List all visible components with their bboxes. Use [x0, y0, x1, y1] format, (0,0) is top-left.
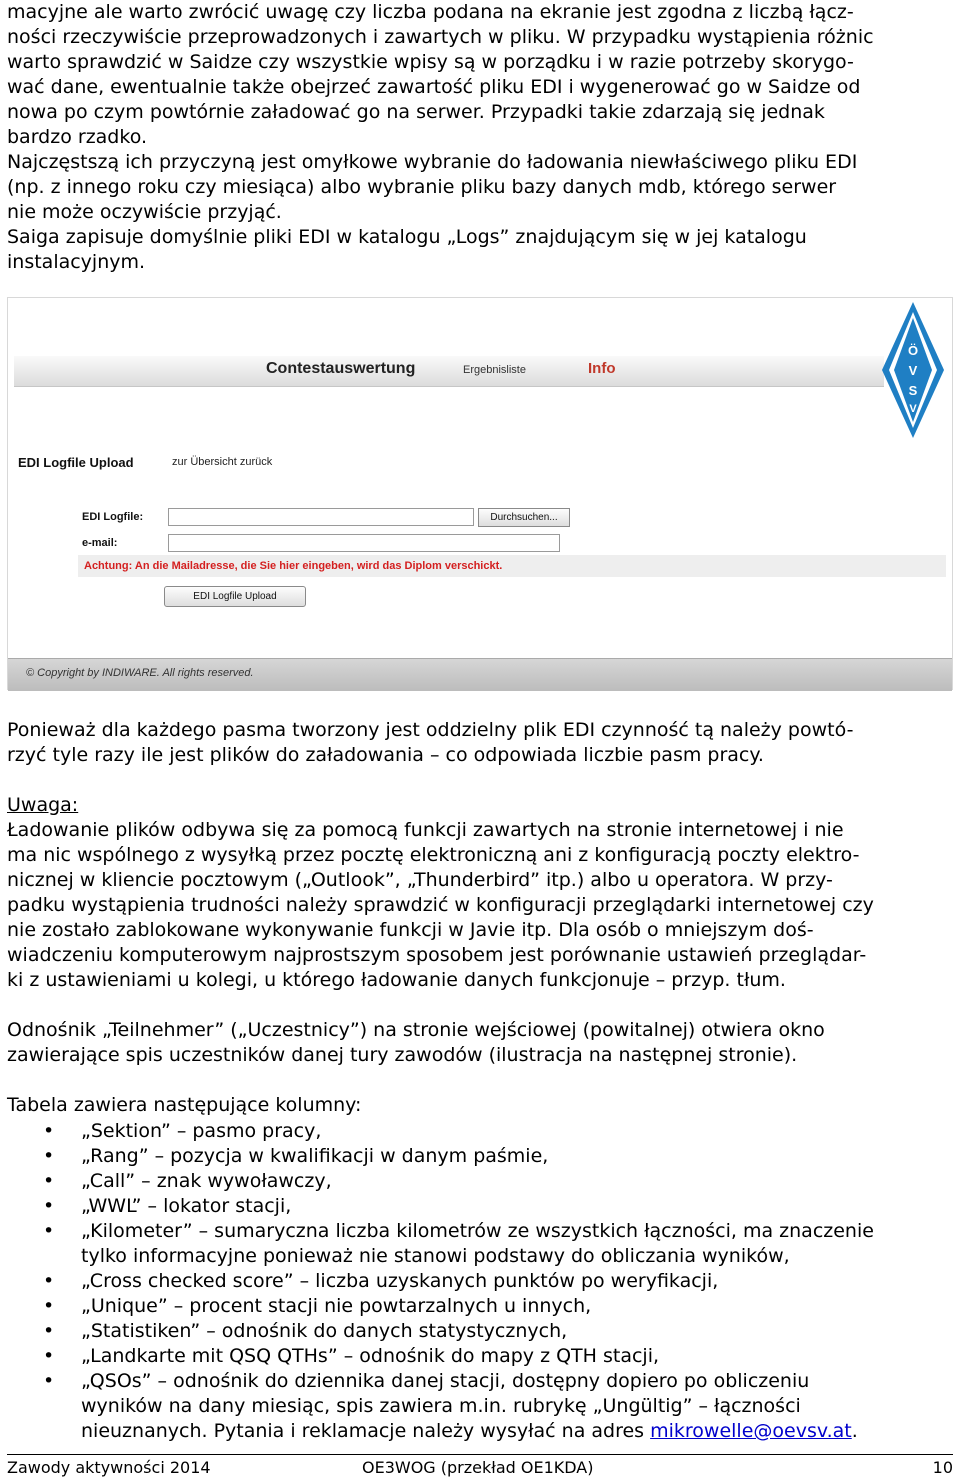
list-item	[7, 1194, 953, 1219]
svg-text:Ö: Ö	[907, 343, 919, 358]
text-line: rzyć tyle razy ile jest plików do załadowania – co odpowiada liczbie pasm pracy.	[7, 744, 764, 766]
text-line: wiadczeniu komputerowym najprostszym sposobem jest porównanie ustawień przeglądar-	[7, 944, 867, 966]
text-line: Ładowanie plików odbywa się za pomocą funkcji zawartych na stronie internetowej i nie	[7, 819, 844, 841]
note-heading: Uwaga:	[7, 794, 79, 816]
list-item-text: „Statistiken” – odnośnik do danych statystycznych,	[81, 1320, 568, 1342]
text-line: bardzo rzadko.	[7, 126, 148, 148]
list-item-text: „WWL” – lokator stacji,	[81, 1195, 292, 1217]
text-line: ności rzeczywiście przeprowadzonych i zawartych w pliku. W przypadku wystąpienia różnic	[7, 26, 874, 48]
warning-banner: Achtung: An die Mailadresse, die Sie hier eingeben, wird das Diplom verschickt.	[78, 555, 946, 577]
list-item-text: „Sektion” – pasmo pracy,	[81, 1120, 322, 1142]
list-item	[7, 1294, 953, 1319]
bullet-icon: •	[43, 1120, 55, 1142]
svg-text:V: V	[909, 403, 917, 415]
bullet-icon: •	[43, 1320, 55, 1342]
list-item	[7, 1119, 953, 1144]
list-item-text: „QSOs” – odnośnik do dziennika danej stacji, dostępny dopiero po obliczeniu	[81, 1370, 810, 1392]
svg-text:S: S	[908, 383, 918, 398]
section-title: EDI Logfile Upload	[18, 455, 134, 470]
text-line: zawierające spis uczestników danej tury zawodów (ilustracja na następnej stronie).	[7, 1044, 798, 1066]
text-line: nie zostało zablokowane wykonywanie funkcji w Javie itp. Dla osób o mniejszym doś-	[7, 919, 814, 941]
text-line: wać dane, ewentualnie także obejrzeć zawartość pliku EDI i wygenerować go w Saidze od	[7, 76, 861, 98]
header-band	[14, 356, 884, 387]
list-item-text: „Call” – znak wywoławczy,	[81, 1170, 332, 1192]
logfile-input[interactable]	[168, 508, 474, 526]
list-intro: Tabela zawiera następujące kolumny:	[7, 1094, 362, 1116]
bullet-icon: •	[43, 1220, 55, 1242]
note-body	[7, 818, 874, 993]
text-line: macyjne ale warto zwrócić uwagę czy liczba podana na ekranie jest zgodna z liczbą łącz-	[7, 1, 854, 23]
list-item-text: tylko informacyjne ponieważ nie stanowi podstawy do obliczania wyników,	[81, 1245, 790, 1267]
text-line: Saiga zapisuje domyślnie pliki EDI w katalogu „Logs” znajdującym się w jej katalogu	[7, 226, 807, 248]
svg-text:V: V	[908, 363, 918, 378]
nav-info-link[interactable]: Info	[588, 360, 616, 377]
bullet-icon: •	[43, 1295, 55, 1317]
contact-text: nieuznanych. Pytania i reklamacje należy wysyłać na adres	[81, 1420, 651, 1442]
bullet-icon: •	[43, 1170, 55, 1192]
text-line: Ponieważ dla każdego pasma tworzony jest oddzielny plik EDI czynność tą należy powtó-	[7, 719, 854, 741]
list-item-text: wyników na dany miesiąc, spis zawiera m.in. rubrykę „Ungültig” – łączności	[81, 1395, 801, 1417]
list-item	[7, 1169, 953, 1194]
footer-rule	[7, 1454, 953, 1455]
text-line: nie może oczywiście przyjąć.	[7, 201, 282, 223]
list-item-text: „Unique” – procent stacji nie powtarzalnych u innych,	[81, 1295, 592, 1317]
email-link[interactable]: mikrowelle@oevsv.at	[650, 1420, 852, 1442]
list-item	[7, 1144, 953, 1169]
list-item	[7, 1344, 953, 1369]
list-item-text: „Cross checked score” – liczba uzyskanych punktów po weryfikacji,	[81, 1270, 719, 1292]
text-line: nicznej w kliencie pocztowym („Outlook”, „Thunderbird” itp.) albo u operatora. W przy-	[7, 869, 833, 891]
columns-list	[7, 1119, 953, 1444]
list-item-text	[81, 1419, 953, 1444]
bullet-icon: •	[43, 1145, 55, 1167]
upload-button[interactable]: EDI Logfile Upload	[164, 586, 306, 607]
bullet-icon: •	[43, 1270, 55, 1292]
list-item-text: „Kilometer” – sumaryczna liczba kilometrów ze wszystkich łączności, ma znaczenie	[81, 1220, 874, 1242]
text-line: Najczęstszą ich przyczyną jest omyłkowe wybranie do ładowania niewłaściwego pliku EDI	[7, 151, 858, 173]
text-line: ki z ustawieniami u kolegi, u którego ładowanie danych funkcjonuje – przyp. tłum.	[7, 969, 786, 991]
email-input[interactable]	[168, 534, 560, 552]
text-line: Odnośnik „Teilnehmer” („Uczestnicy”) na stronie wejściowej (powitalnej) otwiera okno	[7, 1019, 825, 1041]
text-line: padku wystąpienia trudności należy sprawdzić w konfiguracji przeglądarki internetowej czy	[7, 894, 874, 916]
list-item-text: „Landkarte mit QSQ QTHs” – odnośnik do mapy z QTH stacji,	[81, 1345, 660, 1367]
bullet-icon: •	[43, 1370, 55, 1392]
logfile-label: EDI Logfile:	[82, 511, 144, 523]
list-item	[7, 1369, 953, 1444]
nav-results-link[interactable]: Ergebnisliste	[463, 364, 526, 376]
embedded-screenshot	[7, 297, 953, 690]
browse-button[interactable]: Durchsuchen...	[478, 508, 570, 527]
list-item-text: „Rang” – pozycja w kwalifikacji w danym paśmie,	[81, 1145, 549, 1167]
email-label: e-mail:	[82, 537, 118, 549]
note-section	[7, 793, 874, 993]
oevsv-logo-icon	[880, 300, 946, 440]
bullet-icon: •	[43, 1345, 55, 1367]
list-item	[7, 1269, 953, 1294]
text-line: (np. z innego roku czy miesiąca) albo wybranie pliku bazy danych mdb, którego serwer	[7, 176, 837, 198]
header-title: Contestauswertung	[266, 360, 416, 377]
text-line: instalacyjnym.	[7, 251, 146, 273]
back-link[interactable]: zur Übersicht zurück	[172, 456, 273, 468]
paragraph-repeat	[7, 718, 853, 768]
footer-left: Zawody aktywności 2014	[7, 1458, 211, 1477]
text-line: warto sprawdzić w Saidze czy wszystkie wpisy są w porządku i w razie potrzeby skorygo-	[7, 51, 854, 73]
list-item	[7, 1219, 953, 1269]
contact-suffix: .	[851, 1420, 858, 1442]
text-line: nowa po czym powtórnie załadować go na serwer. Przypadki takie zdarzają się jednak	[7, 101, 825, 123]
footer-center: OE3WOG (przekład OE1KDA)	[362, 1458, 594, 1477]
list-item	[7, 1319, 953, 1344]
copyright-text: © Copyright by INDIWARE. All rights reserved.	[26, 667, 254, 679]
paragraph-participants	[7, 1018, 825, 1068]
intro-paragraph	[7, 0, 874, 275]
bullet-icon: •	[43, 1195, 55, 1217]
page-number: 10	[932, 1458, 953, 1477]
text-line: ma nic wspólnego z wysyłką przez pocztę elektroniczną ani z konfiguracją poczty elektro-	[7, 844, 860, 866]
